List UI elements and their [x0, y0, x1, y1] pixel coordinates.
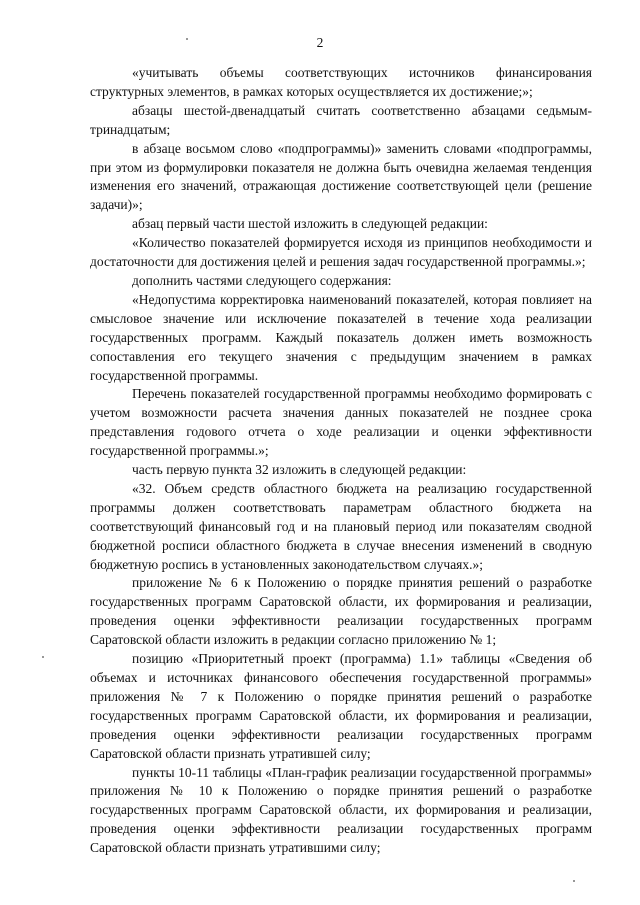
paragraph-2: абзацы шестой-двенадцатый считать соответственно абзацами седьмым-тринадцатым; — [90, 102, 592, 137]
scan-speck — [186, 38, 188, 40]
paragraph-5: «Количество показателей формируется исходя из принципов необходимости и достаточности для достижения целей и решения задач государственной программы.»; — [90, 235, 592, 270]
scan-speck — [573, 880, 575, 882]
paragraph-4: абзац первый части шестой изложить в следующей редакции: — [132, 216, 488, 232]
paragraph-9: часть первую пункта 32 изложить в следующей редакции: — [132, 462, 467, 478]
paragraph-1: «учитывать объемы соответствующих источников финансирования структурных элементов, в рамках которых осуществляется их достижение;»; — [90, 65, 592, 99]
paragraph-11: приложение № 6 к Положению о порядке принятия решений о разработке государственных программ Саратовской области, их формирования и реализации, проведения оценки эффективности реализации государственных программ Саратовской области изложить в редакции согласно приложению № 1; — [90, 575, 592, 648]
body-text — [90, 64, 592, 858]
paragraph-10: «32. Объем средств областного бюджета на реализацию государственной программы должен соответствовать параметрам областного бюджета на соответствующий финансовый год и на плановый период или показателям сводной бюджетной росписи областного бюджета в случае внесения изменений в сводную бюджетную роспись в установленных законодательством случаях.»; — [90, 480, 592, 572]
paragraph-12: позицию «Приоритетный проект (программа) 1.1» таблицы «Сведения об объемах и источниках финансового обеспечения государственной программы» приложения № 7 к Положению о порядке принятия решений о разработке государственных программ Саратовской области, их формирования и реализации, проведения оценки эффективности реализации государственных программ Саратовской области признать утратившей силу; — [90, 651, 592, 761]
page-number: 2 — [316, 35, 324, 50]
paragraph-8: Перечень показателей государственной программы необходимо формировать с учетом возможности расчета значения данных показателей не позднее срока представления годового отчета о ходе реализации и оценки эффективности государственной программы.»; — [90, 386, 592, 459]
paragraph-13: пункты 10-11 таблицы «План-график реализации государственной программы» приложения № 10 к Положению о порядке принятия решений о разработке государственных программ Саратовской области, их формирования и реализации, проведения оценки эффективности реализации государственных программ Саратовской области признать утратившими силу; — [90, 764, 592, 856]
paragraph-3: в абзаце восьмом слово «подпрограммы)» заменить словами «подпрограммы, при этом из формулировки показателя не должна быть очевидна желаемая тенденция изменения его значений, отражающая достижение соответствующей цели (решение задачи)»; — [90, 140, 592, 213]
paragraph-6: дополнить частями следующего содержания: — [132, 272, 392, 288]
scan-speck — [42, 656, 44, 658]
paragraph-7: «Недопустима корректировка наименований показателей, которая повлияет на смысловое значение или исключение показателей в течение хода реализации государственных программ. Каждый показатель должен иметь возможность сопоставления его текущего значения с предыдущим значением в рамках государственной программы. — [90, 291, 592, 383]
